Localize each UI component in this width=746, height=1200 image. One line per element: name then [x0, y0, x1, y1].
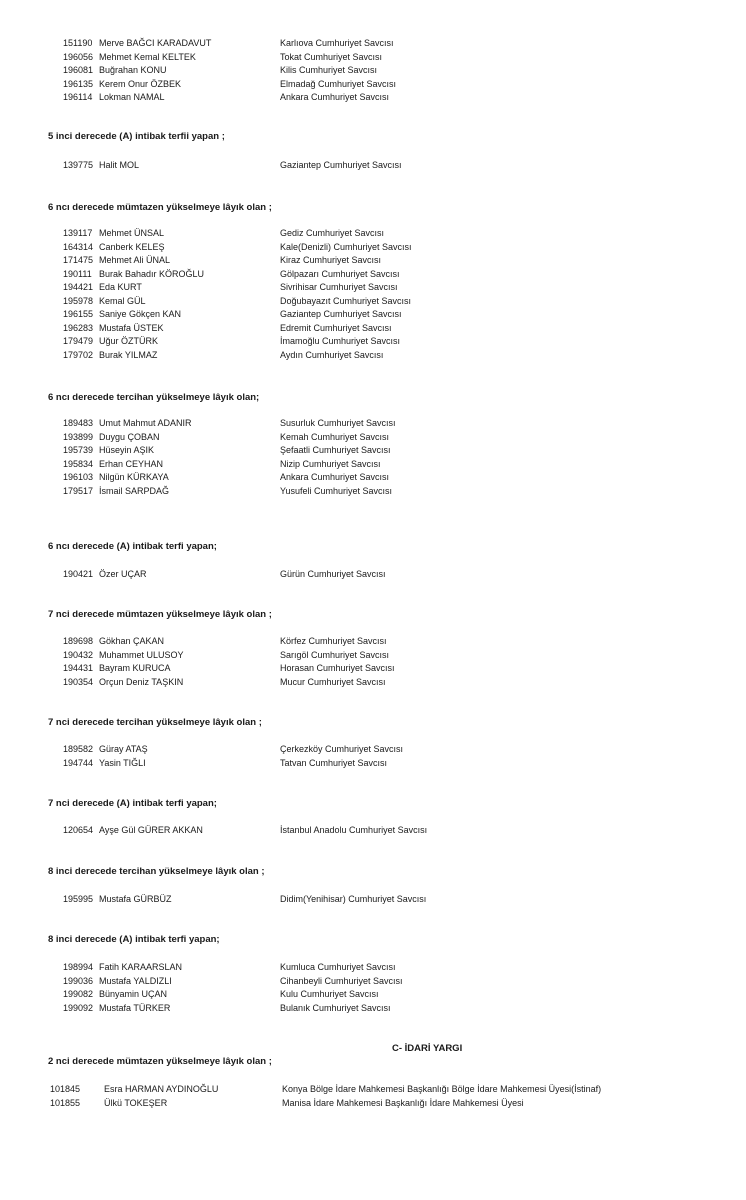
person-name: Canberk KELEŞ	[99, 241, 165, 252]
record-id: 196114	[63, 92, 93, 102]
list-item	[0, 418, 746, 432]
list-item	[0, 472, 746, 486]
record-id: 195995	[63, 894, 94, 904]
record-id: 179702	[63, 349, 94, 360]
person-name: Mehmet Ali ÜNAL	[99, 255, 171, 265]
record-id: 164314	[63, 241, 94, 252]
person-name: Umut Mahmut ADANIR	[99, 418, 192, 428]
assignment: Kiraz Cumhuriyet Savcısı	[280, 255, 382, 265]
assignment: Nizip Cumhuriyet Savcısı	[280, 458, 381, 469]
assignment: Elmadağ Cumhuriyet Savcısı	[280, 78, 397, 89]
person-name: Mustafa TÜRKER	[99, 1002, 171, 1013]
assignment: Şefaatli Cumhuriyet Savcısı	[280, 445, 391, 455]
assignment: Gaziantep Cumhuriyet Savcısı	[280, 160, 402, 170]
section-heading: 7 nci derecede (A) intibak terfi yapan;	[48, 798, 217, 809]
person-name: Ayşe Gül GÜRER AKKAN	[99, 825, 203, 835]
person-name: Lokman NAMAL	[99, 92, 165, 102]
record-id: 198994	[63, 962, 94, 972]
assignment: İstanbul Anadolu Cumhuriyet Savcısı	[280, 825, 428, 835]
assignment: Didim(Yenihisar) Cumhuriyet Savcısı	[280, 894, 427, 904]
record-id: 190111	[63, 268, 92, 279]
record-id: 196135	[63, 78, 94, 89]
assignment: Kumluca Cumhuriyet Savcısı	[280, 962, 396, 972]
list-item	[0, 309, 746, 323]
person-name: Duygu ÇOBAN	[99, 431, 160, 442]
person-name: Mehmet ÜNSAL	[99, 228, 165, 238]
person-name: Özer UÇAR	[99, 569, 147, 579]
assignment: İmamoğlu Cumhuriyet Savcısı	[280, 336, 401, 346]
list-item	[0, 79, 746, 93]
record-id: 101855	[50, 1097, 81, 1108]
list-item	[0, 160, 746, 174]
assignment: Tatvan Cumhuriyet Savcısı	[280, 757, 388, 768]
assignment: Ankara Cumhuriyet Savcısı	[280, 472, 390, 482]
record-id: 189698	[63, 636, 94, 646]
list-item	[0, 677, 746, 691]
assignment: Edremit Cumhuriyet Savcısı	[280, 322, 392, 333]
assignment: Horasan Cumhuriyet Savcısı	[280, 663, 395, 673]
list-item	[0, 989, 746, 1003]
list-item	[0, 459, 746, 473]
list-item	[0, 282, 746, 296]
list-item	[0, 445, 746, 459]
person-name: Kemal GÜL	[99, 295, 146, 306]
assignment: Aydın Cumhuriyet Savcısı	[280, 349, 384, 360]
section-heading: 8 inci derecede (A) intibak terfi yapan;	[48, 934, 220, 945]
record-id: 139775	[63, 160, 94, 170]
person-name: Gökhan ÇAKAN	[99, 636, 165, 646]
record-id: 195739	[63, 445, 94, 455]
list-item	[0, 52, 746, 66]
record-id: 101845	[50, 1084, 81, 1094]
person-name: Eda KURT	[99, 282, 142, 292]
assignment: Mucur Cumhuriyet Savcısı	[280, 676, 386, 687]
part-title: C- İDARİ YARGI	[392, 1043, 463, 1054]
assignment: Gaziantep Cumhuriyet Savcısı	[280, 309, 402, 319]
person-name: Bayram KURUCA	[99, 663, 171, 673]
person-name: Mehmet Kemal KELTEK	[99, 51, 196, 62]
section-heading: 2 nci derecede mümtazen yükselmeye lâyık olan ;	[48, 1056, 272, 1067]
record-id: 139117	[63, 228, 93, 238]
person-name: Hüseyin AŞIK	[99, 445, 155, 455]
assignment: Kulu Cumhuriyet Savcısı	[280, 989, 379, 999]
assignment: Ankara Cumhuriyet Savcısı	[280, 92, 390, 102]
list-item	[0, 269, 746, 283]
record-id: 151190	[63, 38, 93, 48]
person-name: Bünyamin UÇAN	[99, 989, 168, 999]
list-item	[0, 663, 746, 677]
record-id: 195834	[63, 458, 94, 469]
record-id: 196056	[63, 51, 94, 62]
person-name: Halit MOL	[99, 160, 140, 170]
person-name: Nilgün KÜRKAYA	[99, 472, 169, 482]
record-id: 179479	[63, 336, 94, 346]
list-item	[0, 976, 746, 990]
person-name: Erhan CEYHAN	[99, 458, 164, 469]
section-heading: 5 inci derecede (A) intibak terfii yapan ;	[48, 131, 225, 142]
record-id: 199036	[63, 975, 94, 986]
list-item	[0, 825, 746, 839]
assignment: Sivrihisar Cumhuriyet Savcısı	[280, 282, 398, 292]
list-item	[0, 432, 746, 446]
assignment: Gediz Cumhuriyet Savcısı	[280, 228, 385, 238]
record-id: 190432	[63, 649, 94, 660]
assignment: Kilis Cumhuriyet Savcısı	[280, 65, 378, 75]
person-name: Saniye Gökçen KAN	[99, 309, 182, 319]
section-heading: 7 nci derecede mümtazen yükselmeye lâyık olan ;	[48, 609, 272, 620]
list-item	[0, 1084, 746, 1098]
list-item	[0, 92, 746, 106]
assignment: Karlıova Cumhuriyet Savcısı	[280, 38, 394, 48]
person-name: Ülkü TOKEŞER	[104, 1097, 168, 1108]
person-name: Mustafa ÜSTEK	[99, 322, 164, 333]
person-name: Esra HARMAN AYDINOĞLU	[104, 1084, 219, 1094]
list-item	[0, 296, 746, 310]
list-item	[0, 962, 746, 976]
record-id: 196103	[63, 472, 94, 482]
assignment: Sarıgöl Cumhuriyet Savcısı	[280, 649, 390, 660]
record-id: 190354	[63, 676, 94, 687]
person-name: Orçun Deniz TAŞKIN	[99, 676, 184, 687]
person-name: Muhammet ULUSOY	[99, 649, 184, 660]
record-id: 194744	[63, 757, 94, 768]
person-name: Fatih KARAARSLAN	[99, 962, 183, 972]
list-item	[0, 758, 746, 772]
record-id: 195978	[63, 295, 94, 306]
section-heading: 6 ncı derecede (A) intibak terfi yapan;	[48, 541, 217, 552]
assignment: Bulanık Cumhuriyet Savcısı	[280, 1002, 391, 1013]
list-item	[0, 65, 746, 79]
person-name: Burak YILMAZ	[99, 349, 158, 360]
list-item	[0, 350, 746, 364]
assignment: Gölpazarı Cumhuriyet Savcısı	[280, 268, 400, 279]
assignment: Susurluk Cumhuriyet Savcısı	[280, 418, 396, 428]
record-id: 189483	[63, 418, 94, 428]
list-item	[0, 1003, 746, 1017]
list-item	[0, 894, 746, 908]
record-id: 193899	[63, 431, 94, 442]
person-name: Mustafa GÜRBÜZ	[99, 894, 172, 904]
list-item	[0, 1098, 746, 1112]
list-item	[0, 323, 746, 337]
person-name: Burak Bahadır KÖROĞLU	[99, 268, 205, 279]
assignment: Kemah Cumhuriyet Savcısı	[280, 431, 390, 442]
assignment: Manisa İdare Mahkemesi Başkanlığı İdare Mahkemesi Üyesi	[282, 1097, 524, 1108]
person-name: Merve BAĞCI KARADAVUT	[99, 38, 212, 48]
list-item	[0, 636, 746, 650]
list-item	[0, 650, 746, 664]
assignment: Yusufeli Cumhuriyet Savcısı	[280, 485, 393, 496]
section-heading: 6 ncı derecede tercihan yükselmeye lâyık olan;	[48, 392, 260, 403]
person-name: İsmail SARPDAĞ	[99, 485, 170, 496]
list-item	[0, 242, 746, 256]
record-id: 194431	[63, 663, 94, 673]
list-item	[0, 228, 746, 242]
record-id: 189582	[63, 744, 94, 754]
record-id: 179517	[63, 485, 94, 496]
list-item	[0, 569, 746, 583]
record-id: 194421	[63, 282, 94, 292]
record-id: 190421	[63, 569, 94, 579]
list-item	[0, 255, 746, 269]
record-id: 196283	[63, 322, 94, 333]
list-item	[0, 336, 746, 350]
assignment: Kale(Denizli) Cumhuriyet Savcısı	[280, 241, 412, 252]
record-id: 120654	[63, 825, 94, 835]
person-name: Yasin TIĞLI	[99, 757, 146, 768]
record-id: 196155	[63, 309, 94, 319]
person-name: Buğrahan KONU	[99, 65, 167, 75]
record-id: 196081	[63, 65, 94, 75]
assignment: Gürün Cumhuriyet Savcısı	[280, 569, 386, 579]
record-id: 199092	[63, 1002, 94, 1013]
section-heading: 7 nci derecede tercihan yükselmeye lâyık olan ;	[48, 717, 262, 728]
section-heading: 8 inci derecede tercihan yükselmeye lâyık olan ;	[48, 866, 265, 877]
section-heading: 6 ncı derecede mümtazen yükselmeye lâyık olan ;	[48, 202, 272, 213]
assignment: Konya Bölge İdare Mahkemesi Başkanlığı Bölge İdare Mahkemesi Üyesi(İstinaf)	[282, 1084, 602, 1094]
record-id: 199082	[63, 989, 94, 999]
person-name: Uğur ÖZTÜRK	[99, 336, 159, 346]
assignment: Cihanbeyli Cumhuriyet Savcısı	[280, 975, 403, 986]
list-item	[0, 486, 746, 500]
assignment: Körfez Cumhuriyet Savcısı	[280, 636, 387, 646]
record-id: 171475	[63, 255, 94, 265]
list-item	[0, 38, 746, 52]
assignment: Doğubayazıt Cumhuriyet Savcısı	[280, 295, 412, 306]
person-name: Kerem Onur ÖZBEK	[99, 78, 182, 89]
list-item	[0, 744, 746, 758]
person-name: Güray ATAŞ	[99, 744, 148, 754]
assignment: Tokat Cumhuriyet Savcısı	[280, 51, 383, 62]
assignment: Çerkezköy Cumhuriyet Savcısı	[280, 744, 404, 754]
person-name: Mustafa YALDIZLI	[99, 975, 172, 986]
